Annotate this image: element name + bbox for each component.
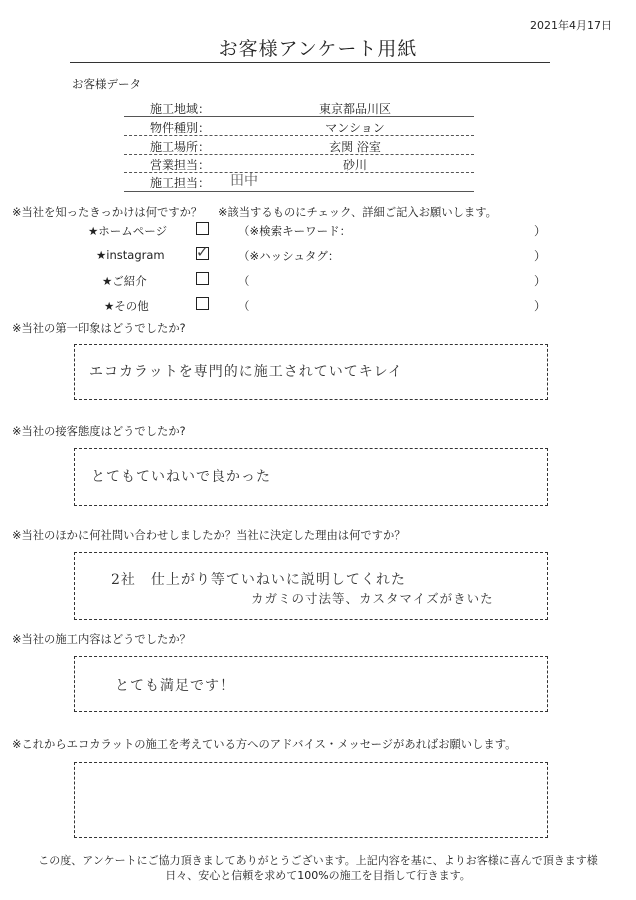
question-first-impression: ※当社の第一印象はどうでしたか? <box>12 322 186 335</box>
question-construction-quality: ※当社の施工内容はどうでしたか？ <box>12 633 191 646</box>
field-value-sales-rep: 砂川 <box>342 158 367 172</box>
option-close-instagram: ） <box>534 249 547 263</box>
question-how-found: ※当社を知ったきっかけは何ですか？ <box>12 206 203 219</box>
field-label-sales-rep: 営業担当： <box>150 158 211 172</box>
field-label-installer: 施工担当： <box>150 176 211 190</box>
answer-box-other-companies[interactable] <box>74 552 548 620</box>
question-advice-message: ※これからエコカラットの施工を考えている方へのアドバイス・メッセージがあればお願いします。 <box>12 738 517 751</box>
answer-box-service-attitude[interactable] <box>74 448 548 506</box>
checkbox-instagram[interactable] <box>196 243 209 261</box>
field-label-location: 施工場所： <box>150 140 211 154</box>
field-rule <box>124 116 474 117</box>
option-close-referral: ） <box>534 274 547 288</box>
question-other-companies: ※当社のほかに何社問い合わせしましたか？当社に決定した理由は何ですか？ <box>12 529 406 542</box>
option-detail-other: （ <box>238 299 250 313</box>
field-value-area: 東京都品川区 <box>318 102 391 116</box>
option-label-instagram: ★instagram <box>96 248 165 262</box>
option-close-other: ） <box>534 299 547 313</box>
answer-other-companies-line2: カガミの寸法等、カスタマイズがきいた <box>251 591 494 606</box>
answer-box-construction-quality[interactable] <box>74 656 548 712</box>
option-label-other: ★その他 <box>104 299 149 313</box>
field-rule <box>124 154 474 155</box>
answer-construction-quality: とても満足です！ <box>115 678 235 694</box>
checkbox-other[interactable] <box>196 297 209 310</box>
answer-box-advice-message[interactable] <box>74 762 548 838</box>
customer-data-heading: お客様データ <box>72 77 141 91</box>
option-close-homepage: ） <box>534 224 547 238</box>
field-label-property-type: 物件種別： <box>150 121 211 135</box>
question-instruction: ※該当するものにチェック、詳細ご記入お願いします。 <box>218 206 497 219</box>
answer-other-companies-line1: 2社 仕上がり等ていねいに説明してくれた <box>111 572 406 588</box>
answer-service-attitude: とてもていねいで良かった <box>91 469 271 485</box>
option-detail-homepage: （※検索キーワード： <box>238 224 352 238</box>
check-mark-icon: ✓ <box>196 243 209 261</box>
field-rule <box>124 191 474 192</box>
checkbox-referral[interactable] <box>196 272 209 285</box>
field-value-property-type: マンション <box>325 121 385 135</box>
field-rule <box>124 135 474 136</box>
checkbox-homepage[interactable] <box>196 222 209 235</box>
answer-box-first-impression[interactable] <box>74 344 548 400</box>
option-label-homepage: ★ホームページ <box>88 224 168 238</box>
question-service-attitude: ※当社の接客態度はどうでしたか? <box>12 425 186 438</box>
title-underline <box>70 62 550 63</box>
page-title: お客様アンケート用紙 <box>218 38 418 60</box>
option-detail-instagram: （※ハッシュタグ： <box>238 249 340 263</box>
field-value-location: 玄関 浴室 <box>329 140 381 154</box>
survey-date: 2021年4月17日 <box>530 19 612 32</box>
field-label-area: 施工地域： <box>150 102 211 116</box>
footer-line-2: 日々、安心と信頼を求めて100%の施工を目指して行きます。 <box>165 869 471 882</box>
footer-line-1: この度、アンケートにご協力頂きましてありがとうございます。上記内容を基に、よりお客様に喜んで頂きます様 <box>38 854 598 867</box>
option-label-referral: ★ご紹介 <box>102 274 147 288</box>
answer-first-impression: エコカラットを専門的に施工されていてキレイ <box>89 364 403 380</box>
field-value-installer: 田中 <box>230 173 258 189</box>
option-detail-referral: （ <box>238 274 250 288</box>
